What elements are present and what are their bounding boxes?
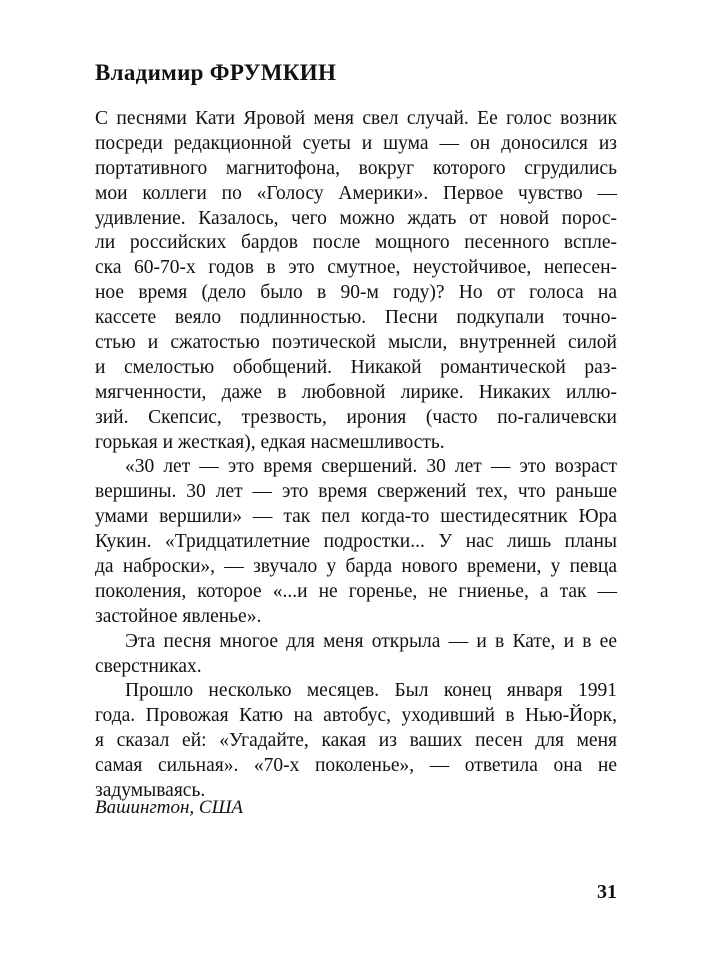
- text-line: ли российских бардов после мощного песенного вспле-: [95, 232, 617, 254]
- text-line: вершины. 30 лет — это время свержений тех, что раньше: [95, 481, 617, 503]
- text-line: да наброски», — звучало у барда нового времени, у певца: [95, 556, 617, 578]
- body-text: [95, 107, 617, 804]
- place-signature: Вашингтон, США: [95, 797, 244, 818]
- text-line: ное время (дело было в 90-м году)? Но от голоса на: [95, 282, 617, 304]
- text-line: кассете веяло подлинностью. Песни подкупали точно-: [95, 307, 617, 329]
- text-line: «30 лет — это время свершений. 30 лет — это возраст: [125, 456, 617, 478]
- text-line: Кукин. «Тридцатилетние подростки... У нас лишь планы: [95, 531, 617, 553]
- text-line: поколения, которое «...и не горенье, не гниенье, а так —: [95, 580, 617, 602]
- text-line: стью и сжатостью поэтической мысли, внутренней силой: [95, 332, 617, 354]
- text-line: я сказал ей: «Угадайте, какая из ваших песен для меня: [95, 730, 617, 752]
- text-line: года. Провожая Катю на автобус, уходивший в Нью-Йорк,: [95, 705, 617, 727]
- text-line: Эта песня многое для меня открыла — и в Кате, и в ее: [125, 630, 617, 652]
- text-line: Прошло несколько месяцев. Был конец января 1991: [125, 680, 617, 702]
- text-line: и смелостью обобщений. Никакой романтической раз-: [95, 356, 617, 378]
- text-line: застойное явленье».: [95, 605, 262, 627]
- text-line: мои коллеги по «Голосу Америки». Первое чувство —: [95, 182, 617, 204]
- author-heading: Владимир ФРУМКИН: [95, 60, 337, 85]
- text-line: С песнями Кати Яровой меня свел случай. Ее голос возник: [95, 108, 617, 129]
- text-line: портативного магнитофона, вокруг которого сгрудились: [95, 157, 617, 179]
- text-line: посреди редакционной суеты и шума — он доносился из: [95, 132, 617, 154]
- text-line: самая сильная». «70-х поколенье», — ответила она не: [95, 755, 617, 777]
- text-line: сверстниках.: [95, 655, 202, 677]
- text-line: ска 60-70-х годов в это смутное, неустойчивое, непесен-: [95, 257, 617, 279]
- text-line: мягченности, даже в любовной лирике. Никаких иллю-: [95, 381, 617, 403]
- page-number: 31: [597, 881, 617, 903]
- text-line: удивление. Казалось, чего можно ждать от новой порос-: [95, 207, 617, 229]
- text-line: горькая и жесткая), едкая насмешливость.: [95, 431, 445, 453]
- text-line: умами вершили» — так пел когда-то шестидесятник Юра: [95, 506, 617, 528]
- text-line: зий. Скепсис, трезвость, ирония (часто по-галичевски: [95, 406, 617, 428]
- text-line: задумываясь.: [95, 780, 206, 802]
